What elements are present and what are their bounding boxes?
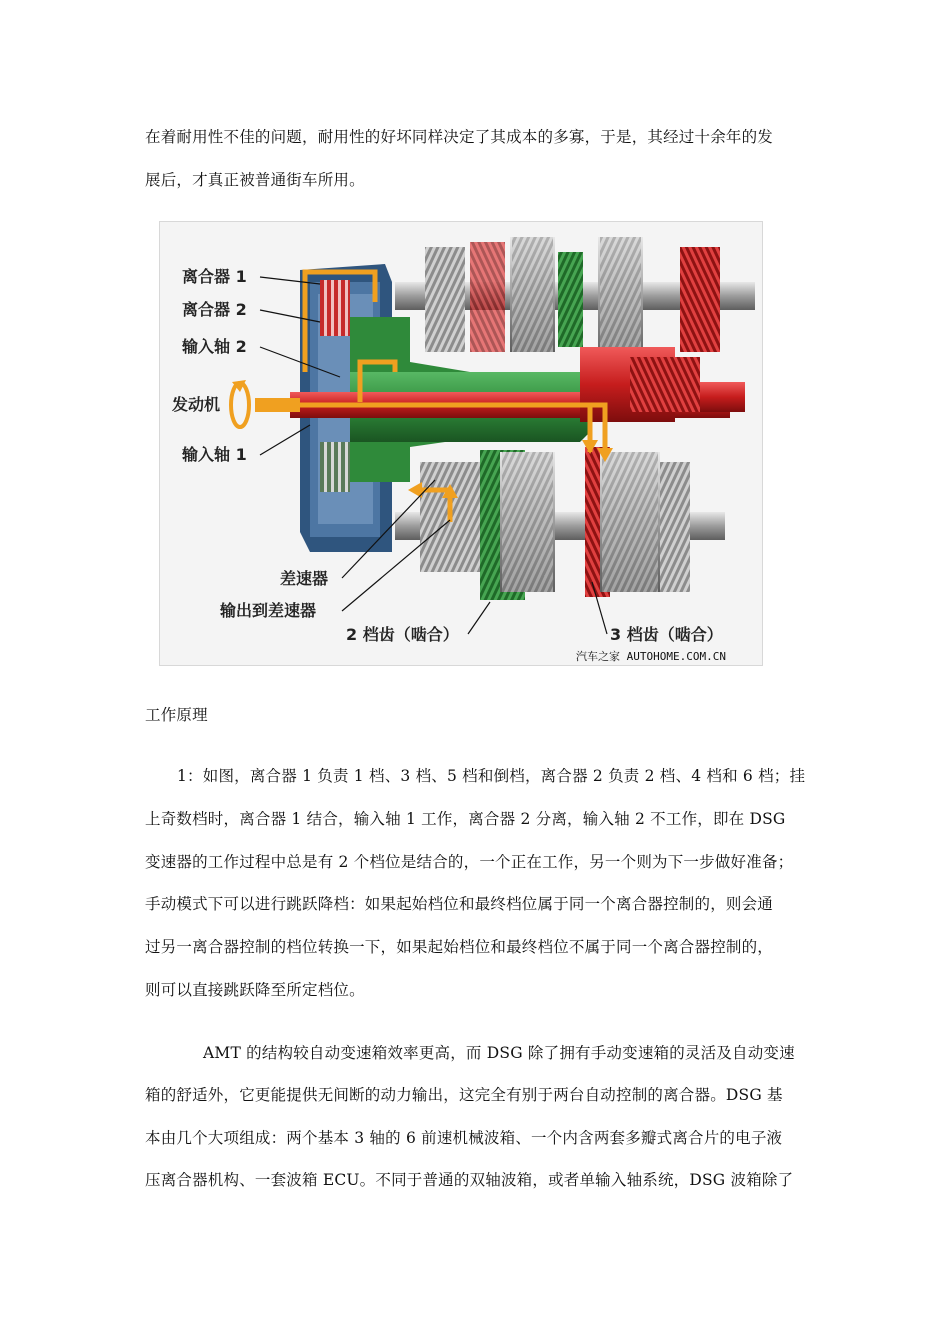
dsg-diagram-figure	[159, 221, 763, 666]
text-line: 上奇数档时，离合器 1 结合，输入轴 1 工作，离合器 2 分离，输入轴 2 不工作，即在 DSG	[145, 810, 786, 828]
label-gear2: 2 档齿（啮合）	[346, 625, 459, 644]
text-line: 则可以直接跳跃降至所定档位。	[145, 981, 365, 999]
label-differential: 差速器	[280, 569, 329, 588]
text-line: 手动模式下可以进行跳跃降档：如果起始档位和最终档位属于同一个离合器控制的，则会通	[145, 895, 774, 913]
text-line: 箱的舒适外，它更能提供无间断的动力输出，这完全有别于两台自动控制的离合器。DSG 基	[145, 1086, 783, 1104]
text-line: 过另一离合器控制的档位转换一下，如果起始档位和最终档位不属于同一个离合器控制的，	[145, 938, 774, 956]
label-clutch2: 离合器 2	[182, 300, 247, 319]
text-line: 压离合器机构、一套波箱 ECU。不同于普通的双轴波箱，或者单输入轴系统，DSG 波箱除了	[145, 1171, 794, 1189]
section-heading: 工作原理	[145, 706, 208, 724]
label-gear3: 3 档齿（啮合）	[610, 625, 723, 644]
text-line: AMT 的结构较自动变速箱效率更高，而 DSG 除了拥有手动变速箱的灵活及自动变速	[203, 1044, 795, 1062]
text-line: 在着耐用性不佳的问题，耐用性的好坏同样决定了其成本的多寡，于是，其经过十余年的发	[145, 128, 774, 146]
dsg-diagram	[160, 222, 762, 665]
label-engine: 发动机	[172, 395, 221, 414]
text-line: 变速器的工作过程中总是有 2 个档位是结合的，一个正在工作，另一个则为下一步做好准备；	[145, 853, 794, 871]
lower-countershaft	[395, 447, 725, 600]
upper-countershaft	[395, 237, 755, 362]
text-line: 展后，才真正被普通街车所用。	[145, 171, 365, 189]
label-input-shaft1: 输入轴 1	[182, 445, 247, 464]
image-credit: 汽车之家 AUTOHOME.COM.CN	[576, 650, 726, 663]
label-clutch1: 离合器 1	[182, 267, 247, 286]
label-output-to-differential: 输出到差速器	[220, 601, 317, 620]
text-line: 本由几个大项组成：两个基本 3 轴的 6 前速机械波箱、一个内含两套多瓣式离合片的电子液	[145, 1129, 783, 1147]
label-input-shaft2: 输入轴 2	[182, 337, 247, 356]
text-line: 1：如图，离合器 1 负责 1 档、3 档、5 档和倒档，离合器 2 负责 2 档、4 档和 6 档；挂	[177, 767, 806, 785]
engine-input	[231, 380, 300, 427]
